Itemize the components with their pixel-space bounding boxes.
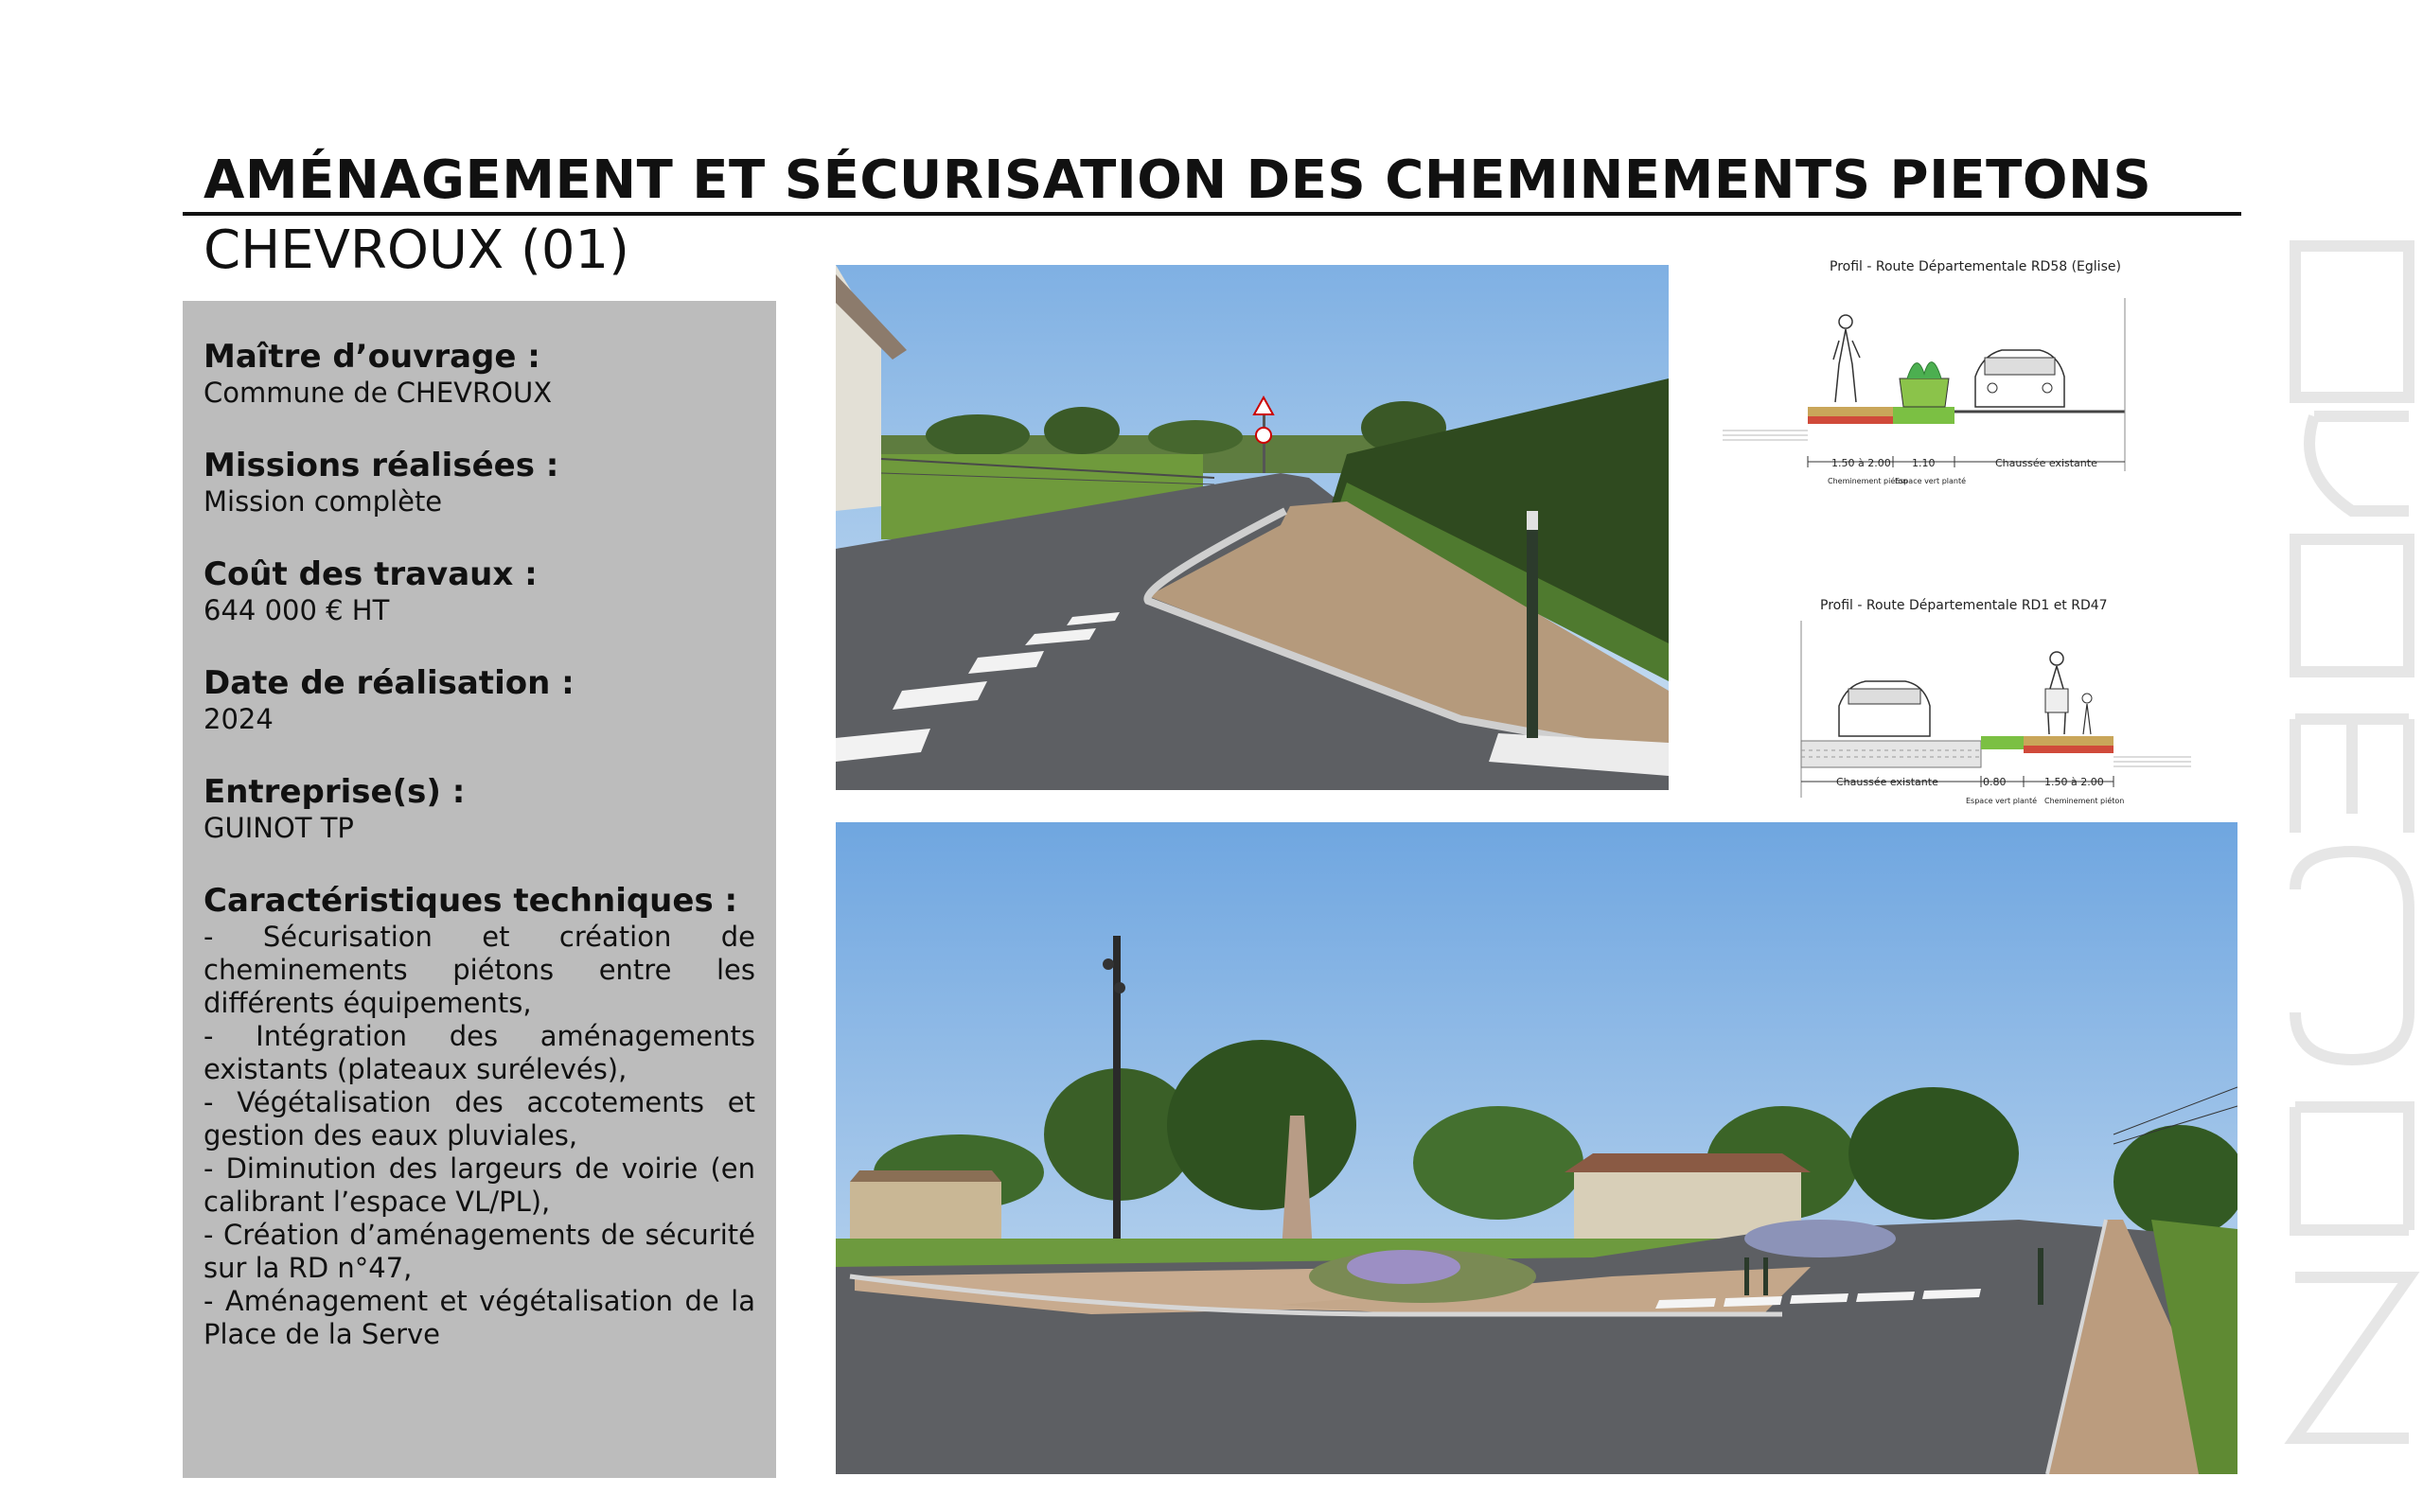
maitre-value: Commune de CHEVROUX <box>203 377 553 409</box>
profile-label-1: Espace vert planté <box>1966 797 2038 805</box>
profile-diagram-rd1-rd47 <box>1794 594 2210 812</box>
maitre-label: Maître d’ouvrage : <box>203 338 540 376</box>
cout-block <box>203 554 755 627</box>
maitre-block <box>203 337 755 410</box>
profile-dim-1: Chaussée existante <box>1836 776 1938 788</box>
carac-list <box>203 921 755 1351</box>
carac-item: - Aménagement et végétalisation de la Place de la Serve <box>203 1285 755 1350</box>
profile-diagram-rd58 <box>1718 255 2153 492</box>
carac-item: - Intégration des aménagements existants (plateaux surélevés), <box>203 1020 755 1085</box>
missions-value: Mission complète <box>203 485 443 518</box>
date-block <box>203 663 755 736</box>
entreprise-label: Entreprise(s) : <box>203 773 466 811</box>
entreprise-value: GUINOT TP <box>203 812 354 844</box>
profile-title: Profil - Route Départementale RD58 (Eglise) <box>1830 259 2121 274</box>
profile-label-1: Cheminement piéton <box>1828 477 1908 485</box>
logo-watermark-icon <box>2276 227 2423 1512</box>
profile-title: Profil - Route Départementale RD1 et RD47 <box>1820 598 2108 613</box>
carac-label: Caractéristiques techniques : <box>203 882 738 920</box>
entreprise-block <box>203 772 755 845</box>
info-panel <box>183 301 776 1478</box>
carac-block <box>203 881 755 1351</box>
profile-label-2: Cheminement piéton <box>2044 797 2125 805</box>
cout-label: Coût des travaux : <box>203 555 538 593</box>
profile-dim-2: 0.80 <box>1983 776 2007 788</box>
carac-item: - Sécurisation et création de cheminements piétons entre les différents équipements, <box>203 921 755 1019</box>
profile-dim-3: Chaussée existante <box>1995 457 2097 469</box>
carac-item: - Création d’aménagements de sécurité sur la RD n°47, <box>203 1219 755 1284</box>
carac-item: - Végétalisation des accotements et gestion des eaux pluviales, <box>203 1086 755 1152</box>
date-label: Date de réalisation : <box>203 664 575 702</box>
date-value: 2024 <box>203 703 274 735</box>
carac-item: - Diminution des largeurs de voirie (en calibrant l’espace VL/PL), <box>203 1152 755 1218</box>
cout-value: 644 000 € HT <box>203 594 390 626</box>
page-title: AMÉNAGEMENT ET SÉCURISATION DES CHEMINEMENTS PIETONS <box>203 149 2152 211</box>
profile-dim-2: 1.10 <box>1912 457 1936 469</box>
missions-label: Missions réalisées : <box>203 447 559 484</box>
profile-dim-3: 1.50 à 2.00 <box>2044 776 2104 788</box>
page-subtitle: CHEVROUX (01) <box>203 220 629 281</box>
profile-label-2: Espace vert planté <box>1895 477 1967 485</box>
photo-place-de-la-serve <box>836 822 2237 1474</box>
title-underline <box>183 212 2241 216</box>
profile-dim-1: 1.50 à 2.00 <box>1831 457 1891 469</box>
photo-footpath-road <box>836 265 1669 790</box>
missions-block <box>203 446 755 519</box>
